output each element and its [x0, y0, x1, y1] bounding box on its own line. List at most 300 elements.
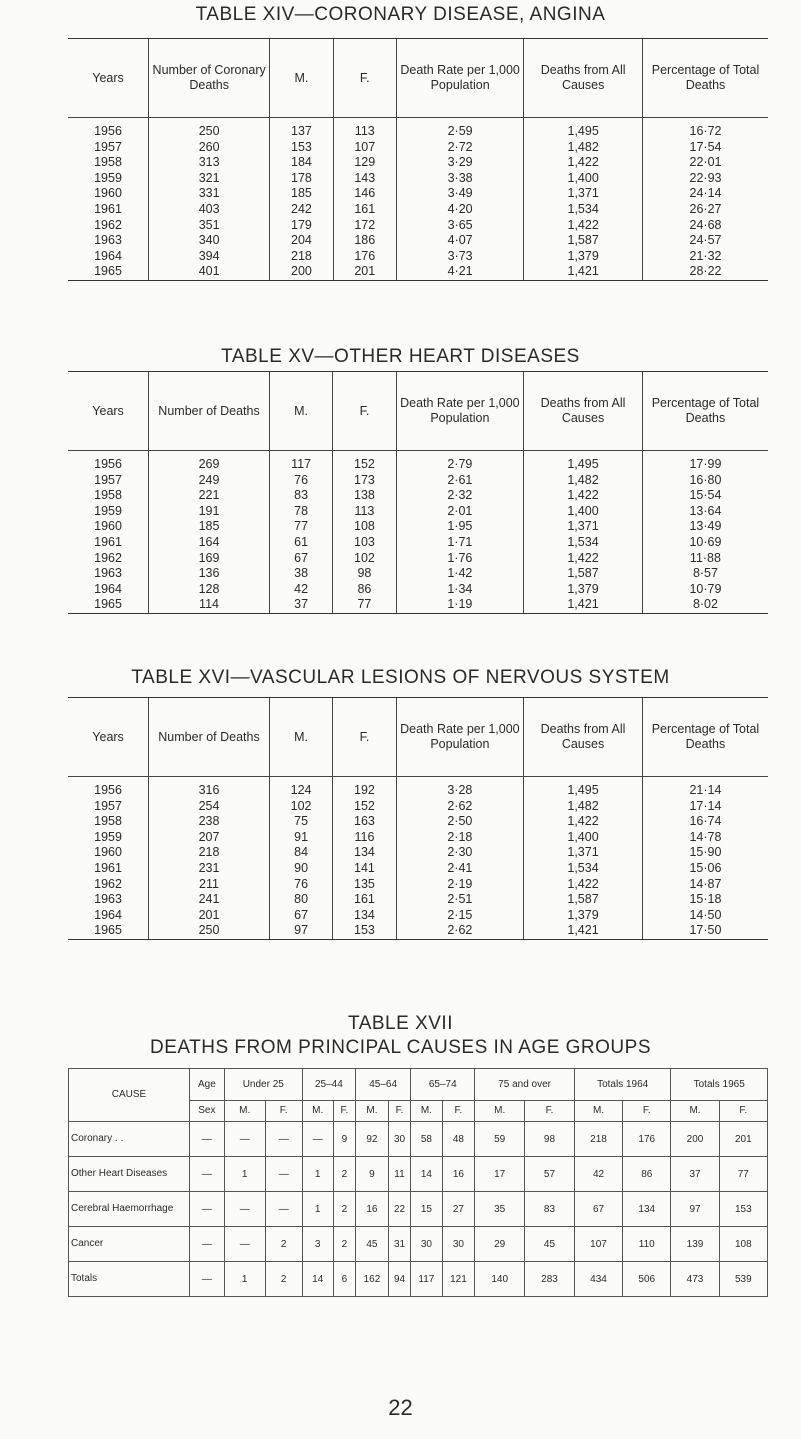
header-row	[68, 698, 768, 777]
table-cell: 1,422	[524, 488, 643, 504]
table-cell: 1,534	[524, 535, 643, 551]
table-row	[68, 892, 768, 908]
table-cell: 10·79	[642, 582, 768, 598]
table-cell: 110	[623, 1227, 671, 1262]
table-row	[68, 777, 768, 799]
table-cell: 434	[574, 1262, 622, 1297]
table-cell: 14·87	[642, 877, 768, 893]
table-row	[68, 519, 768, 535]
table-cell: 90	[269, 861, 332, 877]
female-header: F.	[623, 1101, 671, 1122]
table-row	[68, 877, 768, 893]
table-cell: 201	[333, 264, 396, 280]
table-cell: 77	[269, 519, 332, 535]
column-header: M.	[269, 698, 332, 777]
table-cell: 97	[269, 923, 332, 939]
male-header: M.	[574, 1101, 622, 1122]
table-cell: 17	[475, 1157, 525, 1192]
table-cell: 14·50	[642, 908, 768, 924]
male-header: M.	[224, 1101, 265, 1122]
age-group-header: 75 and over	[475, 1069, 575, 1101]
table-cell: 2·61	[396, 473, 523, 489]
table-cell: 134	[333, 908, 396, 924]
table-cell: 1,482	[524, 473, 643, 489]
table-cell: 136	[149, 566, 270, 582]
column-header: Death Rate per 1,000 Population	[396, 372, 523, 451]
table-cell: —	[190, 1262, 225, 1297]
table-cell: 143	[333, 171, 396, 187]
table-cell: 94	[388, 1262, 410, 1297]
table-cell: 1956	[94, 457, 122, 471]
table-cell: 42	[269, 582, 332, 598]
table-cell: 91	[269, 830, 332, 846]
table-row	[68, 597, 768, 613]
table-cell: 242	[270, 202, 333, 218]
table-cell: 77	[333, 597, 396, 613]
table-row	[68, 473, 768, 489]
table-cell: 351	[149, 218, 270, 234]
table-row	[68, 582, 768, 598]
table-cell: 78	[269, 504, 332, 520]
cause-cell: Other Heart Diseases	[69, 1157, 190, 1192]
table-cell: 129	[333, 155, 396, 171]
table-cell: 13·64	[642, 504, 768, 520]
table-cell: 254	[149, 799, 270, 815]
table-cell: 153	[270, 140, 333, 156]
table-row	[68, 233, 768, 249]
table-cell: 2·51	[396, 892, 523, 908]
table-cell: 116	[333, 830, 396, 846]
table-cell: 316	[149, 777, 270, 799]
column-header: Death Rate per 1,000 Population	[396, 39, 523, 118]
table-cell: 1960	[94, 519, 122, 534]
table-cell: 1,400	[524, 504, 643, 520]
table-cell: 1961	[94, 534, 122, 549]
table-cell: 17·54	[642, 140, 768, 156]
table-cell: 134	[623, 1192, 671, 1227]
table-cell: 2	[333, 1192, 355, 1227]
table-cell: 37	[671, 1157, 719, 1192]
table-cell: 77	[719, 1157, 767, 1192]
table-cell: 30	[388, 1122, 410, 1157]
table-cell: 1,421	[524, 923, 643, 939]
table-row	[68, 488, 768, 504]
table-cell: 1,422	[524, 877, 643, 893]
table-cell: 1	[302, 1192, 333, 1227]
age-header: Age	[190, 1069, 225, 1101]
table-cell: 102	[333, 551, 396, 567]
table-cell: 45	[356, 1227, 389, 1262]
cause-cell: Coronary . .	[69, 1122, 190, 1157]
table-cell: 1963	[94, 566, 122, 581]
table-xv-title: TABLE XV—OTHER HEART DISEASES	[221, 346, 580, 367]
table-cell: 200	[270, 264, 333, 280]
table-row	[68, 830, 768, 846]
table-cell: 1,379	[524, 249, 643, 265]
table-cell: 3·65	[396, 218, 523, 234]
table-row	[68, 249, 768, 265]
table-cell: 179	[270, 218, 333, 234]
table-cell: 2	[265, 1262, 302, 1297]
table-cell: 135	[333, 877, 396, 893]
table-cell: 1,587	[524, 892, 643, 908]
table-cell: 17·14	[642, 799, 768, 815]
table-cell: 80	[269, 892, 332, 908]
table-cell: 102	[269, 799, 332, 815]
table-cell: 1,379	[524, 908, 643, 924]
male-header: M.	[671, 1101, 719, 1122]
table-cell: 140	[475, 1262, 525, 1297]
table-cell: 176	[623, 1122, 671, 1157]
table-cell: 16·72	[642, 118, 768, 140]
table-cell: 15·54	[642, 488, 768, 504]
table-row	[68, 908, 768, 924]
table-cell: 191	[149, 504, 270, 520]
table-cell: 45	[525, 1227, 575, 1262]
table-cell: 260	[149, 140, 270, 156]
female-header: F.	[525, 1101, 575, 1122]
table-cell: 539	[719, 1262, 767, 1297]
table-cell: 192	[333, 777, 396, 799]
cause-cell: Totals	[69, 1262, 190, 1297]
table-cell: 15·90	[642, 845, 768, 861]
table-cell: 138	[333, 488, 396, 504]
table-cell: 75	[269, 814, 332, 830]
table-row	[68, 140, 768, 156]
table-cell: 1,495	[524, 451, 643, 473]
table-cell: 161	[333, 202, 396, 218]
table-cell: 184	[270, 155, 333, 171]
table-cell: 238	[149, 814, 270, 830]
table-cell: 164	[149, 535, 270, 551]
table-row	[68, 861, 768, 877]
column-header: M.	[270, 39, 333, 118]
table-cell: 1,482	[524, 140, 643, 156]
table-cell: 218	[270, 249, 333, 265]
female-header: F.	[388, 1101, 410, 1122]
table-cell: 283	[525, 1262, 575, 1297]
table-cell: 14	[302, 1262, 333, 1297]
table-cell: 3·29	[396, 155, 523, 171]
table-cell: 10·69	[642, 535, 768, 551]
table-cell: 1957	[94, 798, 122, 813]
table-cell: 2·18	[396, 830, 523, 846]
table-cell: 153	[719, 1192, 767, 1227]
table-cell: 2	[265, 1227, 302, 1262]
table-cell: 134	[333, 845, 396, 861]
table-cell: 1961	[94, 860, 122, 875]
table-cell: 11	[388, 1157, 410, 1192]
table-cell: 1	[224, 1262, 265, 1297]
table-cell: 1	[224, 1157, 265, 1192]
table-cell: 473	[671, 1262, 719, 1297]
table-cell: 31	[388, 1227, 410, 1262]
table-cell: 1960	[94, 845, 122, 860]
table-cell: 107	[574, 1227, 622, 1262]
table-row	[69, 1227, 768, 1262]
table-cell: 176	[333, 249, 396, 265]
table-cell: 2·15	[396, 908, 523, 924]
table-cell: 117	[269, 451, 332, 473]
table-row	[68, 551, 768, 567]
table-cell: 1·71	[396, 535, 523, 551]
table-cell: 2·01	[396, 504, 523, 520]
table-cell: 98	[333, 566, 396, 582]
table-cell: 28·22	[642, 264, 768, 280]
table-xvii	[68, 1068, 768, 1297]
table-cell: 1·76	[396, 551, 523, 567]
table-cell: 4·21	[396, 264, 523, 280]
male-header: M.	[475, 1101, 525, 1122]
table-cell: 1962	[94, 217, 122, 232]
age-group-header: 65–74	[411, 1069, 475, 1101]
table-cell: 1,495	[524, 118, 643, 140]
table-cell: 16·80	[642, 473, 768, 489]
table-cell: 207	[149, 830, 270, 846]
table-cell: —	[190, 1157, 225, 1192]
table-cell: 221	[149, 488, 270, 504]
table-cell: 231	[149, 861, 270, 877]
table-cell: 42	[574, 1157, 622, 1192]
cause-cell: Cancer	[69, 1227, 190, 1262]
table-cell: 1,421	[524, 597, 643, 613]
table-cell: 1963	[94, 892, 122, 907]
table-cell: 9	[333, 1122, 355, 1157]
table-row	[68, 155, 768, 171]
table-cell: 2·30	[396, 845, 523, 861]
column-header: F.	[333, 39, 396, 118]
table-cell: 1961	[94, 201, 122, 216]
age-group-header: 25–44	[302, 1069, 355, 1101]
table-cell: 172	[333, 218, 396, 234]
table-cell: 86	[623, 1157, 671, 1192]
column-header: F.	[333, 372, 396, 451]
table-cell: 2	[333, 1227, 355, 1262]
table-cell: 117	[411, 1262, 442, 1297]
column-header: Years	[68, 698, 149, 777]
table-cell: 1960	[94, 186, 122, 201]
table-xvii-subtitle: DEATHS FROM PRINCIPAL CAUSES IN AGE GROUPS	[149, 1037, 651, 1058]
table-cell: 9	[356, 1157, 389, 1192]
table-cell: 15·18	[642, 892, 768, 908]
table-cell: 269	[149, 451, 270, 473]
table-cell: —	[190, 1122, 225, 1157]
table-row	[68, 799, 768, 815]
table-cell: 1958	[94, 155, 122, 170]
column-header: Years	[68, 372, 149, 451]
table-cell: 173	[333, 473, 396, 489]
table-cell: 250	[149, 923, 270, 939]
table-xiv	[68, 39, 768, 281]
table-cell: 153	[333, 923, 396, 939]
table-cell: 1,422	[524, 551, 643, 567]
table-row	[68, 171, 768, 187]
table-cell: 38	[269, 566, 332, 582]
table-cell: 394	[149, 249, 270, 265]
table-cell: 1,534	[524, 202, 643, 218]
table-cell: 218	[149, 845, 270, 861]
table-cell: 2·59	[396, 118, 523, 140]
table-row	[68, 535, 768, 551]
female-header: F.	[333, 1101, 355, 1122]
table-cell: 1,371	[524, 845, 643, 861]
column-header: Deaths from All Causes	[524, 39, 643, 118]
table-cell: —	[190, 1192, 225, 1227]
table-row	[69, 1122, 768, 1157]
table-cell: 14·78	[642, 830, 768, 846]
column-header: Percentage of Total Deaths	[642, 698, 768, 777]
table-row	[68, 923, 768, 939]
table-cell: 15	[411, 1192, 442, 1227]
table-cell: 218	[574, 1122, 622, 1157]
table-cell: 16	[442, 1157, 475, 1192]
table-cell: 59	[475, 1122, 525, 1157]
table-cell: 2·72	[396, 140, 523, 156]
table-cell: 241	[149, 892, 270, 908]
table-cell: 249	[149, 473, 270, 489]
table-cell: 185	[149, 519, 270, 535]
table-cell: 152	[333, 799, 396, 815]
table-cell: 103	[333, 535, 396, 551]
column-header: M.	[269, 372, 332, 451]
table-cell: 1,371	[524, 186, 643, 202]
table-row	[68, 566, 768, 582]
column-header: Years	[68, 39, 149, 118]
column-header: Number of Deaths	[149, 372, 270, 451]
table-cell: 403	[149, 202, 270, 218]
table-cell: 2·62	[396, 799, 523, 815]
table-row	[69, 1262, 768, 1297]
table-cell: 16	[356, 1192, 389, 1227]
table-cell: 67	[269, 551, 332, 567]
table-cell: 83	[525, 1192, 575, 1227]
table-row	[69, 1192, 768, 1227]
male-header: M.	[302, 1101, 333, 1122]
table-cell: 146	[333, 186, 396, 202]
female-header: F.	[265, 1101, 302, 1122]
table-row	[68, 202, 768, 218]
table-cell: 1962	[94, 876, 122, 891]
table-cell: —	[224, 1227, 265, 1262]
age-group-header: 45–64	[356, 1069, 411, 1101]
table-cell: 3·38	[396, 171, 523, 187]
table-cell: —	[265, 1122, 302, 1157]
column-header: Death Rate per 1,000 Population	[396, 698, 523, 777]
table-cell: —	[224, 1122, 265, 1157]
table-cell: 1956	[94, 124, 122, 138]
table-cell: 2	[333, 1157, 355, 1192]
column-header: Number of Deaths	[149, 698, 270, 777]
table-cell: 1,400	[524, 830, 643, 846]
table-cell: 2·50	[396, 814, 523, 830]
table-cell: 1,534	[524, 861, 643, 877]
table-cell: 1958	[94, 488, 122, 503]
table-cell: 97	[671, 1192, 719, 1227]
table-cell: 84	[269, 845, 332, 861]
table-cell: 1,587	[524, 233, 643, 249]
table-cell: 201	[149, 908, 270, 924]
table-cell: 67	[574, 1192, 622, 1227]
table-cell: 201	[719, 1122, 767, 1157]
table-cell: 1964	[94, 248, 122, 263]
table-cell: 83	[269, 488, 332, 504]
table-cell: 76	[269, 473, 332, 489]
table-cell: 67	[269, 908, 332, 924]
female-header: F.	[442, 1101, 475, 1122]
table-cell: 2·62	[396, 923, 523, 939]
table-cell: 1957	[94, 139, 122, 154]
column-header: Deaths from All Causes	[524, 372, 643, 451]
table-cell: 1965	[68, 923, 149, 939]
page-number: 22	[388, 1395, 413, 1420]
table-xv	[68, 372, 768, 614]
table-cell: 1,422	[524, 218, 643, 234]
table-cell: 1,587	[524, 566, 643, 582]
table-cell: 30	[442, 1227, 475, 1262]
table-cell: 331	[149, 186, 270, 202]
table-cell: —	[190, 1227, 225, 1262]
table-cell: 137	[270, 118, 333, 140]
table-cell: 1·19	[396, 597, 523, 613]
table-cell: 13·49	[642, 519, 768, 535]
table-row	[68, 451, 768, 473]
table-cell: 3·28	[396, 777, 523, 799]
table-cell: 121	[442, 1262, 475, 1297]
header-row	[68, 39, 768, 118]
table-cell: 2·79	[396, 451, 523, 473]
age-group-header: Totals 1965	[671, 1069, 768, 1101]
table-cell: 8·57	[642, 566, 768, 582]
table-cell: 1956	[94, 783, 122, 797]
table-cell: 141	[333, 861, 396, 877]
table-cell: 107	[333, 140, 396, 156]
table-cell: 204	[270, 233, 333, 249]
table-xvi	[68, 698, 768, 940]
table-cell: 58	[411, 1122, 442, 1157]
table-cell: 22·01	[642, 155, 768, 171]
table-cell: 48	[442, 1122, 475, 1157]
table-cell: 8·02	[642, 597, 768, 613]
table-cell: 3·73	[396, 249, 523, 265]
table-cell: 200	[671, 1122, 719, 1157]
table-xvi-title: TABLE XVI—VASCULAR LESIONS OF NERVOUS SYSTEM	[131, 667, 670, 688]
male-header: M.	[356, 1101, 389, 1122]
table-cell: 1962	[94, 550, 122, 565]
table-cell: 3·49	[396, 186, 523, 202]
cause-cell: Cerebral Haemorrhage	[69, 1192, 190, 1227]
table-cell: 162	[356, 1262, 389, 1297]
table-cell: —	[265, 1192, 302, 1227]
age-group-header: Under 25	[224, 1069, 302, 1101]
table-cell: 24·57	[642, 233, 768, 249]
column-header: Percentage of Total Deaths	[642, 372, 768, 451]
table-cell: 506	[623, 1262, 671, 1297]
table-cell: 178	[270, 171, 333, 187]
table-cell: 37	[269, 597, 332, 613]
table-row	[68, 814, 768, 830]
column-header: Percentage of Total Deaths	[642, 39, 768, 118]
table-cell: 1,400	[524, 171, 643, 187]
table-cell: 35	[475, 1192, 525, 1227]
table-cell: 124	[269, 777, 332, 799]
table-cell: 186	[333, 233, 396, 249]
table-cell: 340	[149, 233, 270, 249]
column-header: Number of Coronary Deaths	[149, 39, 270, 118]
table-cell: 1959	[94, 170, 122, 185]
table-cell: 1963	[94, 233, 122, 248]
table-cell: 128	[149, 582, 270, 598]
table-cell: 108	[719, 1227, 767, 1262]
